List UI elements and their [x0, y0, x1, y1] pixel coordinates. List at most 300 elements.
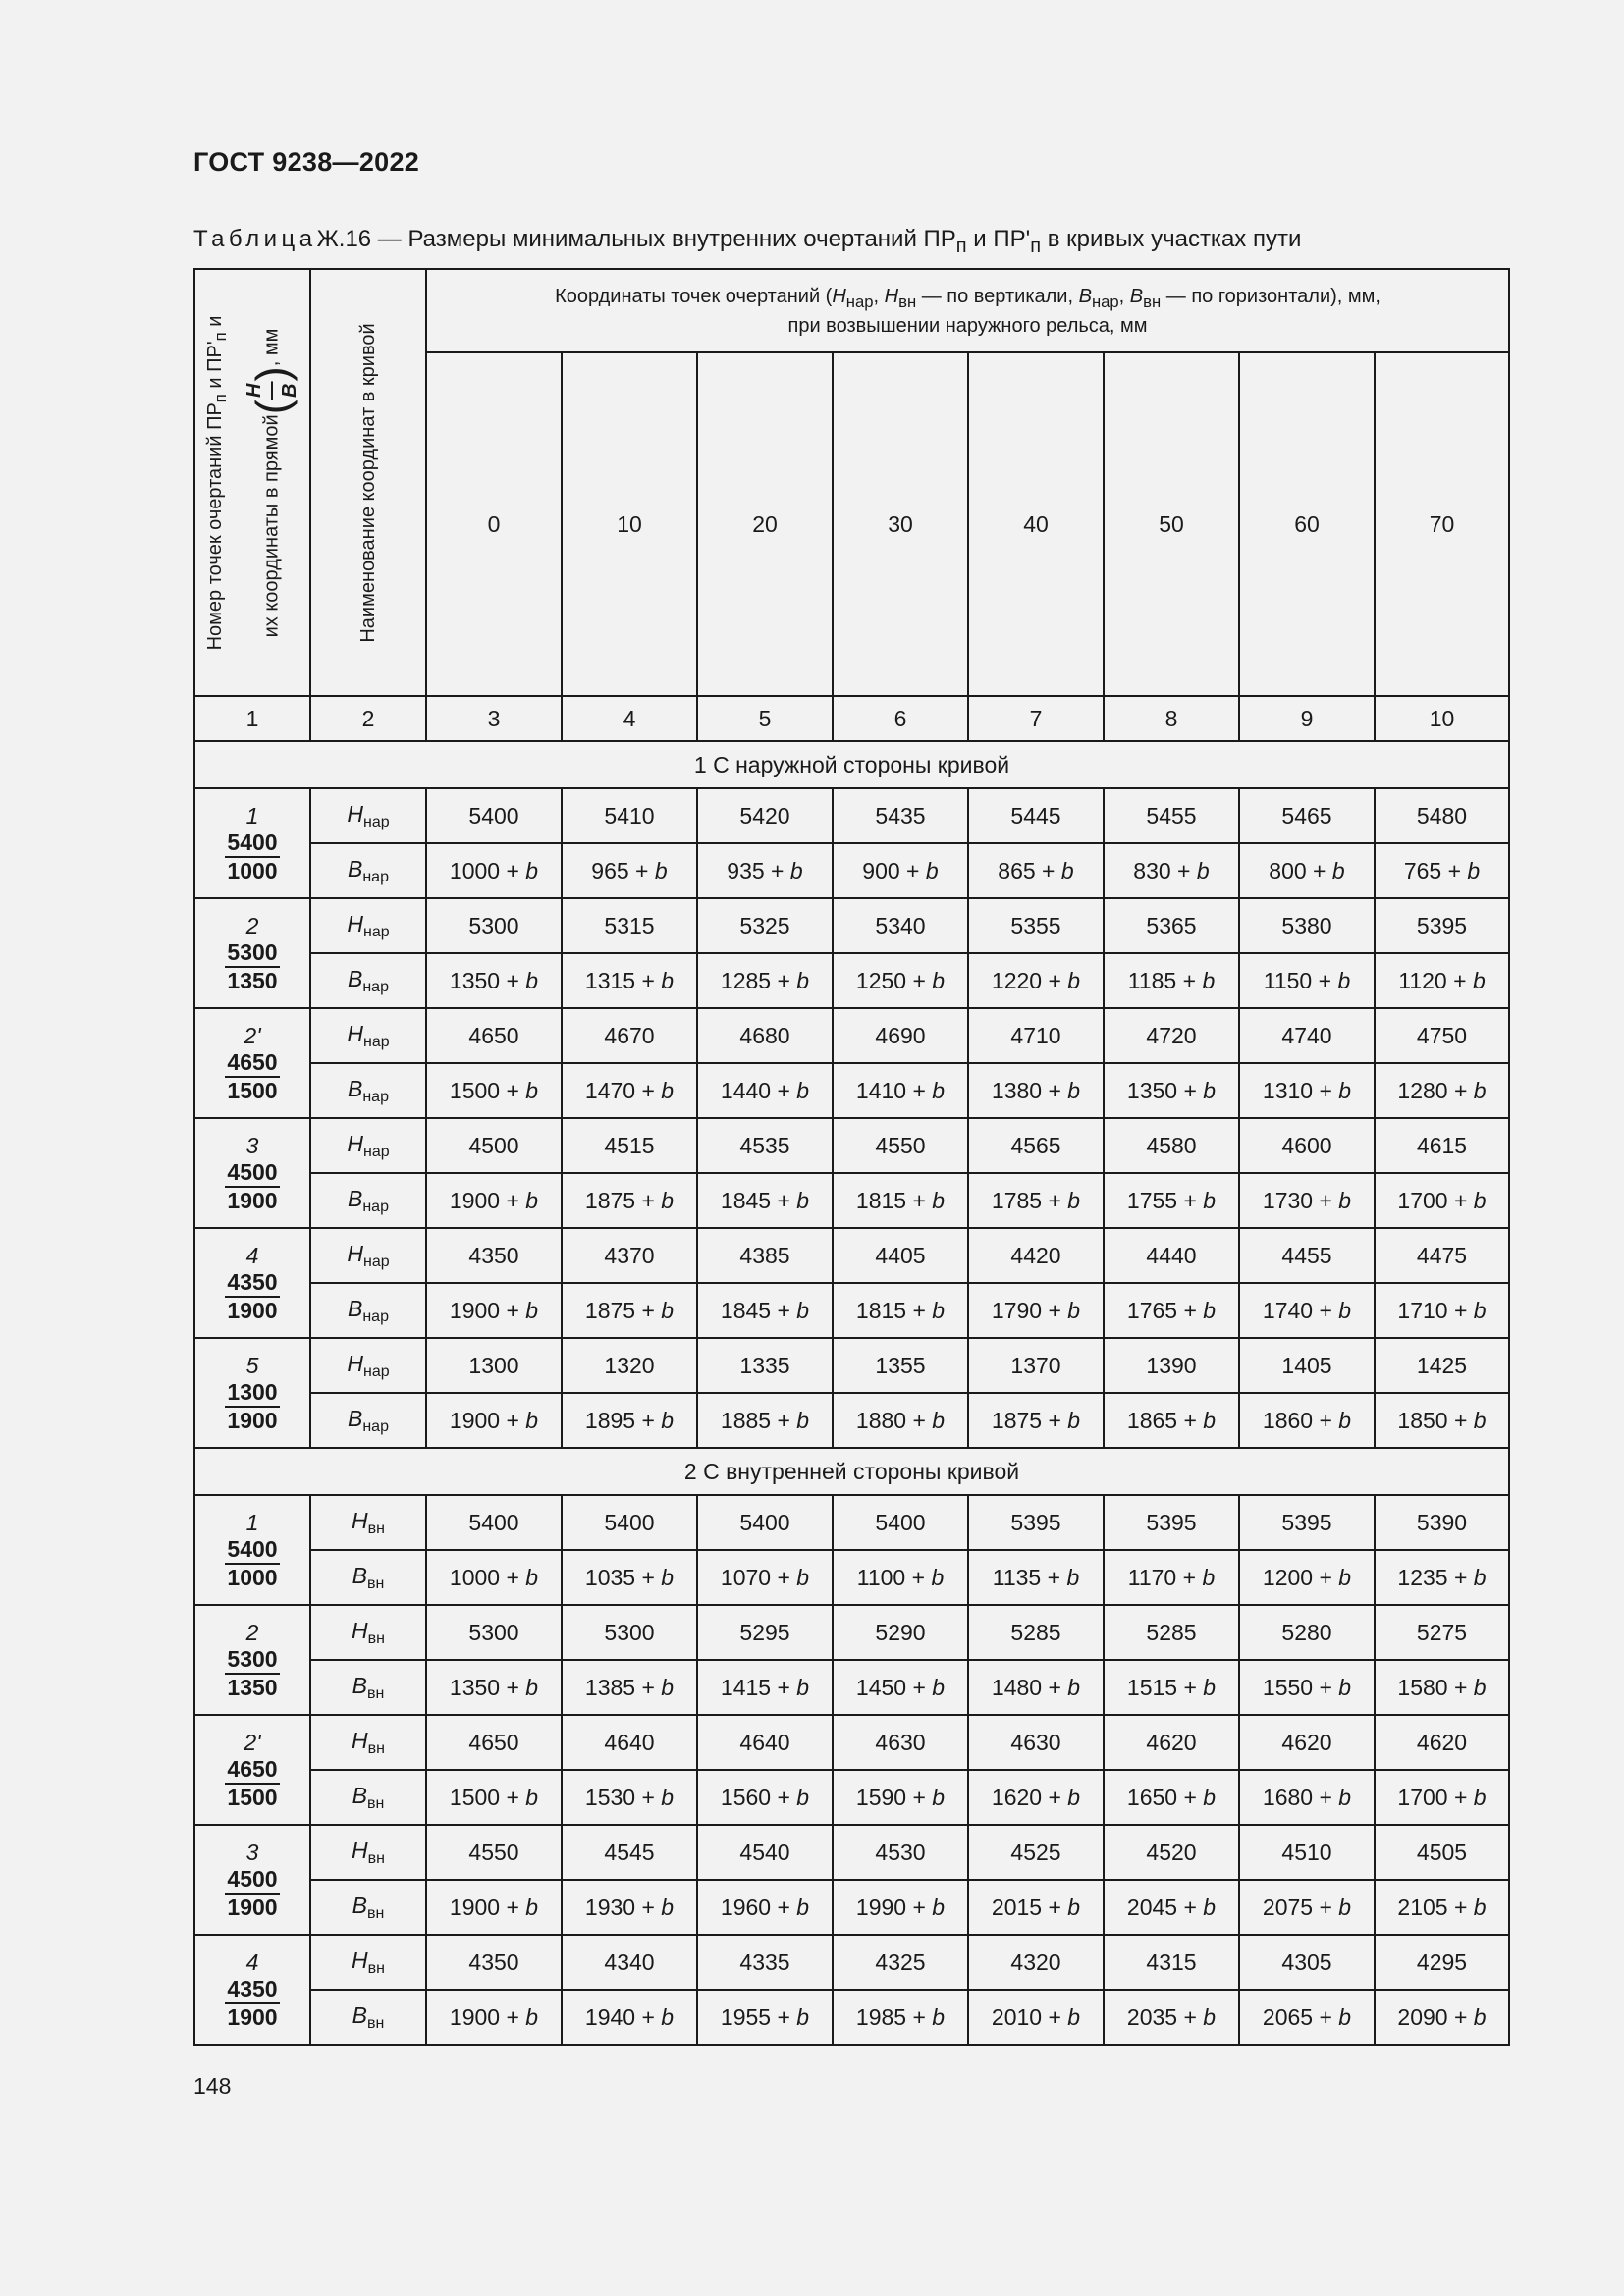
value-number: 1380: [991, 1077, 1043, 1103]
value-number: 1480: [991, 1674, 1043, 1700]
b-symbol: b: [661, 1674, 675, 1700]
coords-header-line2: при возвышении наружного рельса, мм: [787, 314, 1148, 337]
value-number: 1315: [584, 967, 636, 993]
value-cell: [1375, 1173, 1509, 1228]
value-number: 4550: [468, 1839, 519, 1865]
column-number-cell: 8: [1104, 696, 1239, 741]
value-number: 5355: [1010, 912, 1061, 938]
value-cell: [833, 1935, 968, 1990]
point-b-value: 1350: [227, 1674, 278, 1700]
value-cell: [1104, 1770, 1239, 1825]
value-number: 1730: [1262, 1187, 1314, 1213]
b-symbol: b: [796, 1784, 810, 1810]
value-cell: [1239, 1550, 1375, 1605]
value-cell: [426, 1338, 562, 1393]
value-number: 1350: [449, 1674, 501, 1700]
point-cell: [194, 1825, 310, 1935]
coords-sep1: ,: [873, 285, 885, 307]
point-b-value: 1000: [227, 857, 278, 883]
plus-sign: +: [1177, 1784, 1204, 1810]
value-number: 1700: [1397, 1784, 1448, 1810]
value-cell: [426, 1770, 562, 1825]
value-number: 1985: [855, 2003, 907, 2030]
plus-sign: +: [1177, 1407, 1204, 1433]
value-number: 1350: [449, 967, 501, 993]
value-cell: [1375, 898, 1509, 953]
plus-sign: +: [1042, 1297, 1068, 1323]
value-cell: [1104, 1990, 1239, 2045]
value-number: 4710: [1010, 1022, 1061, 1048]
b-symbol: b: [932, 1894, 946, 1920]
value-number: 4545: [604, 1839, 655, 1865]
value-number: 4525: [1010, 1839, 1061, 1865]
column-number-cell: 7: [968, 696, 1104, 741]
coordinate-name: [310, 953, 426, 1008]
value-number: 765: [1403, 857, 1442, 883]
b-symbol: b: [1067, 1077, 1081, 1103]
value-cell: [1375, 1605, 1509, 1660]
b-symbol: b: [796, 2003, 810, 2030]
value-cell: [697, 1880, 833, 1935]
value-number: 4405: [875, 1242, 926, 1268]
b-symbol: b: [1203, 1077, 1217, 1103]
value-number: 5400: [468, 1509, 519, 1535]
coordinate-subscript: вн: [367, 1904, 385, 1922]
plus-sign: +: [1042, 1407, 1068, 1433]
value-cell: [562, 1935, 697, 1990]
value-cell: [426, 1173, 562, 1228]
value-cell: [1239, 1338, 1375, 1393]
b-symbol: b: [796, 1407, 810, 1433]
value-cell: [1375, 1660, 1509, 1715]
value-cell: [1104, 788, 1239, 843]
value-number: 1620: [991, 1784, 1043, 1810]
value-cell: [562, 1283, 697, 1338]
value-number: 5395: [1281, 1509, 1332, 1535]
plus-sign: +: [771, 1187, 797, 1213]
table-row: [194, 1660, 1509, 1715]
value-number: 1590: [855, 1784, 907, 1810]
value-cell: [1375, 1338, 1509, 1393]
plus-sign: +: [1177, 1674, 1204, 1700]
value-cell: [697, 1228, 833, 1283]
coordinate-symbol: H: [352, 1507, 368, 1533]
value-cell: [1239, 1990, 1375, 2045]
value-cell: [562, 1660, 697, 1715]
value-number: 4650: [468, 1729, 519, 1755]
value-number: 1875: [991, 1407, 1043, 1433]
value-cell: [968, 1338, 1104, 1393]
value-cell: [426, 1990, 562, 2045]
point-h-value: 4500: [225, 1866, 279, 1895]
col1-header-end: и: [204, 315, 226, 332]
value-cell: [697, 1393, 833, 1448]
value-number: 5380: [1281, 912, 1332, 938]
coordinate-symbol: B: [348, 965, 363, 991]
plus-sign: +: [1042, 1077, 1068, 1103]
value-cell: [426, 1660, 562, 1715]
value-cell: [833, 1990, 968, 2045]
value-number: 4565: [1010, 1132, 1061, 1158]
value-number: 1990: [855, 1894, 907, 1920]
point-cell: [194, 1715, 310, 1825]
value-cell: [1375, 843, 1509, 898]
coords-header-p2: — по вертикали,: [916, 285, 1079, 307]
coordinate-name: [310, 1770, 426, 1825]
coordinate-symbol: H: [352, 1947, 368, 1973]
table-row: [194, 1715, 1509, 1770]
plus-sign: +: [1447, 1407, 1474, 1433]
b-symbol: b: [1338, 2003, 1352, 2030]
b-symbol: b: [661, 1784, 675, 1810]
value-number: 5435: [875, 802, 926, 828]
point-label: 1: [245, 802, 259, 828]
elevation-header-cell: 0: [426, 352, 562, 696]
value-cell: [968, 1173, 1104, 1228]
value-cell: [697, 1283, 833, 1338]
b-symbol: b: [1067, 2003, 1081, 2030]
coordinate-symbol: B: [348, 1405, 363, 1431]
value-cell: [426, 1825, 562, 1880]
value-cell: [968, 898, 1104, 953]
value-cell: [697, 1660, 833, 1715]
table-row: [194, 788, 1509, 843]
point-cell: [194, 1118, 310, 1228]
value-number: 4630: [875, 1729, 926, 1755]
point-label: 1: [245, 1509, 259, 1535]
value-number: 4385: [739, 1242, 790, 1268]
value-number: 5280: [1281, 1619, 1332, 1645]
value-cell: [562, 953, 697, 1008]
value-number: 4670: [604, 1022, 655, 1048]
value-cell: [968, 1990, 1104, 2045]
plus-sign: +: [1176, 1564, 1203, 1590]
plus-sign: +: [1447, 1187, 1474, 1213]
value-number: 1035: [584, 1564, 636, 1590]
column-number-row: [194, 696, 1509, 741]
value-cell: [968, 1283, 1104, 1338]
value-number: 4690: [875, 1022, 926, 1048]
group-title: 2 С внутренней стороны кривой: [194, 1448, 1509, 1495]
b-symbol: b: [1338, 1784, 1352, 1810]
point-b-value: 1900: [227, 1894, 278, 1920]
coordinate-symbol: B: [352, 1672, 367, 1698]
plus-sign: +: [1170, 857, 1197, 883]
elevation-header-cell: 60: [1239, 352, 1375, 696]
value-cell: [426, 1605, 562, 1660]
table-row: [194, 1990, 1509, 2045]
point-label: 4: [245, 1242, 259, 1268]
b-symbol: b: [661, 1564, 675, 1590]
value-number: 5400: [875, 1509, 926, 1535]
value-number: 4505: [1416, 1839, 1468, 1865]
point-label: 5: [245, 1352, 259, 1378]
plus-sign: +: [635, 1187, 662, 1213]
dimensions-table: [193, 268, 1510, 2046]
b-symbol: b: [789, 857, 803, 883]
value-cell: [1239, 1715, 1375, 1770]
b-symbol: b: [932, 2003, 946, 2030]
b-symbol: b: [1066, 1564, 1080, 1590]
value-number: 5410: [604, 802, 655, 828]
coordinate-subscript: нар: [362, 1362, 390, 1380]
value-cell: [697, 953, 833, 1008]
value-cell: [833, 788, 968, 843]
table-body: [194, 741, 1509, 2045]
b-symbol: b: [796, 1297, 810, 1323]
value-number: 2075: [1262, 1894, 1314, 1920]
plus-sign: +: [1042, 1784, 1068, 1810]
value-number: 1940: [584, 2003, 636, 2030]
plus-sign: +: [771, 1674, 797, 1700]
coordinate-name: [310, 1008, 426, 1063]
value-number: 1865: [1126, 1407, 1178, 1433]
value-number: 4640: [604, 1729, 655, 1755]
value-cell: [968, 1880, 1104, 1935]
coordinate-subscript: вн: [367, 1739, 385, 1757]
value-number: 1135: [992, 1564, 1042, 1590]
point-b-value: 1900: [227, 1297, 278, 1323]
plus-sign: +: [771, 1077, 797, 1103]
b-symbol: b: [796, 1564, 810, 1590]
b-symbol: b: [1473, 1674, 1487, 1700]
b-symbol: b: [796, 1894, 810, 1920]
coordinate-symbol: H: [352, 1837, 368, 1863]
plus-sign: +: [906, 1407, 933, 1433]
value-cell: [968, 1935, 1104, 1990]
b-symbol: b: [1196, 857, 1210, 883]
b-symbol: b: [925, 857, 939, 883]
plus-sign: +: [500, 1894, 526, 1920]
point-cell: [194, 1228, 310, 1338]
plus-sign: +: [771, 967, 797, 993]
value-number: 1530: [584, 1784, 636, 1810]
value-cell: [833, 843, 968, 898]
value-number: 1120: [1398, 967, 1447, 993]
value-number: 4515: [604, 1132, 655, 1158]
value-number: 1405: [1281, 1352, 1332, 1378]
value-number: 4615: [1416, 1132, 1468, 1158]
plus-sign: +: [500, 1784, 526, 1810]
value-cell: [697, 1770, 833, 1825]
value-cell: [426, 1008, 562, 1063]
value-number: 5400: [468, 802, 519, 828]
value-number: 4530: [875, 1839, 926, 1865]
point-h-value: 5400: [225, 1536, 279, 1565]
value-number: 1440: [720, 1077, 772, 1103]
value-number: 1470: [584, 1077, 636, 1103]
b-symbol: b: [525, 1784, 539, 1810]
value-number: 1000: [449, 857, 501, 883]
col1-header-line1: Номер точек очертаний ПР: [204, 401, 226, 650]
value-cell: [1104, 1173, 1239, 1228]
value-number: 4620: [1281, 1729, 1332, 1755]
plus-sign: +: [764, 857, 790, 883]
value-cell: [697, 1605, 833, 1660]
table-row: [194, 1338, 1509, 1393]
value-cell: [1375, 1990, 1509, 2045]
point-cell: [194, 1935, 310, 2045]
value-number: 4420: [1010, 1242, 1061, 1268]
value-number: 5275: [1416, 1619, 1468, 1645]
coords-b-nar: B: [1078, 285, 1092, 307]
value-number: 4455: [1281, 1242, 1332, 1268]
coordinate-subscript: вн: [367, 1959, 385, 1977]
value-number: 1450: [855, 1674, 907, 1700]
plus-sign: +: [1035, 857, 1061, 883]
b-symbol: b: [1067, 1407, 1081, 1433]
b-symbol: b: [796, 1187, 810, 1213]
plus-sign: +: [1447, 1564, 1474, 1590]
value-cell: [1239, 1605, 1375, 1660]
value-cell: [1239, 1770, 1375, 1825]
value-cell: [833, 1605, 968, 1660]
coordinate-subscript: вн: [367, 1849, 385, 1867]
value-cell: [697, 788, 833, 843]
value-cell: [1104, 1118, 1239, 1173]
value-number: 5300: [604, 1619, 655, 1645]
plus-sign: +: [1306, 857, 1332, 883]
value-cell: [833, 1393, 968, 1448]
plus-sign: +: [899, 857, 926, 883]
value-cell: [1375, 1715, 1509, 1770]
value-number: 1680: [1262, 1784, 1314, 1810]
coordinate-name: [310, 1495, 426, 1550]
value-cell: [426, 1550, 562, 1605]
value-cell: [968, 1228, 1104, 1283]
value-cell: [1104, 1550, 1239, 1605]
value-number: 4630: [1010, 1729, 1061, 1755]
b-symbol: b: [1067, 1894, 1081, 1920]
col2-header-text: Наименование координат в кривой: [357, 322, 379, 643]
plus-sign: +: [628, 857, 655, 883]
coordinate-subscript: вн: [367, 1629, 385, 1647]
col1-header-sub2: п: [211, 331, 230, 341]
value-number: 1310: [1262, 1077, 1314, 1103]
value-cell: [968, 1008, 1104, 1063]
value-cell: [562, 1338, 697, 1393]
value-cell: [1375, 953, 1509, 1008]
coordinate-subscript: нар: [362, 813, 390, 830]
plus-sign: +: [1313, 1784, 1339, 1810]
group-header-row: [194, 1448, 1509, 1495]
value-cell: [426, 843, 562, 898]
column-number-cell: 4: [562, 696, 697, 741]
value-number: 935: [727, 857, 765, 883]
b-symbol: b: [1472, 967, 1486, 993]
value-cell: [1104, 1008, 1239, 1063]
value-cell: [562, 898, 697, 953]
value-number: 1960: [720, 1894, 772, 1920]
value-number: 5395: [1146, 1509, 1197, 1535]
value-number: 4600: [1281, 1132, 1332, 1158]
value-number: 1895: [584, 1407, 636, 1433]
value-cell: [562, 1550, 697, 1605]
value-cell: [833, 1228, 968, 1283]
value-number: 5395: [1010, 1509, 1061, 1535]
coords-b-vn: B: [1129, 285, 1144, 307]
value-number: 4500: [468, 1132, 519, 1158]
b-symbol: b: [1060, 857, 1074, 883]
value-number: 1765: [1126, 1297, 1178, 1323]
value-number: 4540: [739, 1839, 790, 1865]
table-row: [194, 1605, 1509, 1660]
value-number: 1370: [1010, 1352, 1061, 1378]
value-cell: [1239, 953, 1375, 1008]
value-cell: [426, 1495, 562, 1550]
plus-sign: +: [906, 2003, 933, 2030]
col2-header: [310, 269, 426, 696]
value-number: 5400: [739, 1509, 790, 1535]
value-number: 1070: [720, 1564, 772, 1590]
coordinate-subscript: вн: [367, 2014, 385, 2032]
coordinate-subscript: нар: [362, 1033, 390, 1050]
coordinate-name: [310, 843, 426, 898]
value-number: 1860: [1262, 1407, 1314, 1433]
value-cell: [562, 1495, 697, 1550]
value-number: 830: [1133, 857, 1171, 883]
value-cell: [968, 788, 1104, 843]
value-number: 4315: [1146, 1949, 1197, 1975]
value-number: 2090: [1397, 2003, 1448, 2030]
b-symbol: b: [1337, 967, 1351, 993]
value-cell: [833, 1063, 968, 1118]
coords-b-nar-sub: нар: [1091, 292, 1119, 311]
value-number: 5395: [1416, 912, 1468, 938]
coordinate-subscript: вн: [367, 1575, 385, 1592]
value-cell: [697, 1715, 833, 1770]
value-cell: [1104, 1605, 1239, 1660]
b-symbol: b: [932, 1674, 946, 1700]
table-row: [194, 1825, 1509, 1880]
plus-sign: +: [635, 967, 662, 993]
value-number: 5295: [739, 1619, 790, 1645]
value-number: 4370: [604, 1242, 655, 1268]
column-number-cell: 1: [194, 696, 310, 741]
point-label: 2: [245, 912, 259, 938]
point-cell: [194, 1338, 310, 1448]
value-cell: [562, 788, 697, 843]
value-number: 1335: [739, 1352, 790, 1378]
point-b-value: 1900: [227, 2003, 278, 2030]
value-cell: [968, 1605, 1104, 1660]
value-cell: [1239, 843, 1375, 898]
value-number: 4535: [739, 1132, 790, 1158]
coordinate-symbol: H: [347, 910, 363, 936]
plus-sign: +: [500, 857, 526, 883]
value-cell: [426, 788, 562, 843]
value-cell: [833, 1338, 968, 1393]
value-number: 4295: [1416, 1949, 1468, 1975]
coordinate-name: [310, 1550, 426, 1605]
value-cell: [1239, 1063, 1375, 1118]
coordinate-name: [310, 898, 426, 953]
plus-sign: +: [1447, 1894, 1474, 1920]
b-symbol: b: [1067, 1297, 1081, 1323]
value-cell: [968, 1660, 1104, 1715]
value-number: 1235: [1397, 1564, 1448, 1590]
b-symbol: b: [661, 1894, 675, 1920]
value-number: 1955: [720, 2003, 772, 2030]
value-number: 4475: [1416, 1242, 1468, 1268]
page-number: 148: [193, 2073, 232, 2099]
b-symbol: b: [1338, 1187, 1352, 1213]
table-row: [194, 1118, 1509, 1173]
b-symbol: b: [1203, 1407, 1217, 1433]
value-number: 1355: [875, 1352, 926, 1378]
point-h-value: 4350: [225, 1269, 279, 1298]
plus-sign: +: [1042, 2003, 1068, 2030]
